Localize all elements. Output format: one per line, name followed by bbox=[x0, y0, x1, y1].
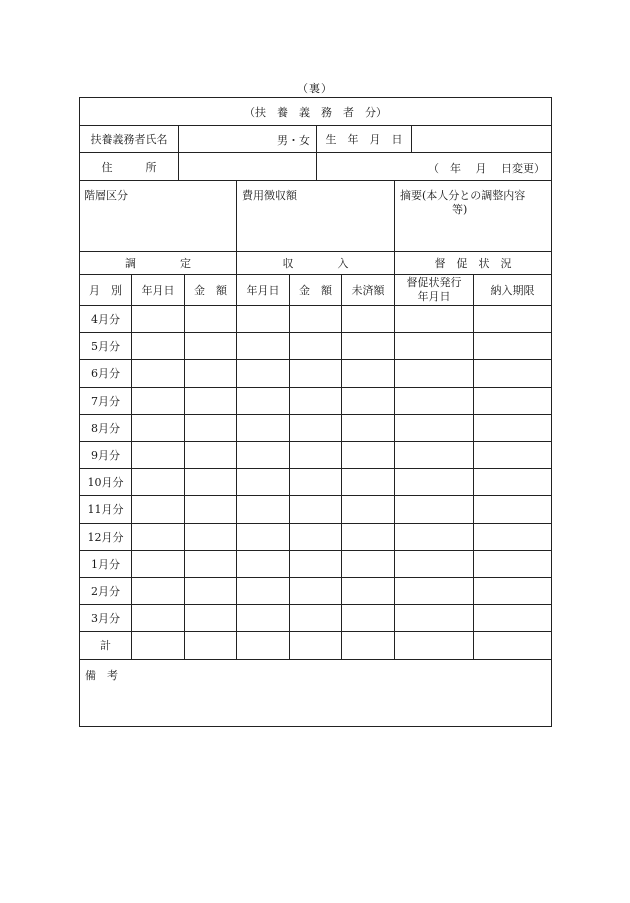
col-month-header bbox=[80, 275, 132, 305]
entry-cell[interactable] bbox=[290, 632, 342, 658]
entry-cell[interactable] bbox=[132, 578, 185, 604]
reminder-group-label: 督 促 状 況 bbox=[434, 257, 512, 270]
entry-cell[interactable] bbox=[474, 388, 551, 414]
col-date2-label: 年月日 bbox=[246, 284, 280, 297]
address-label-cell bbox=[80, 153, 179, 180]
entry-cell[interactable] bbox=[290, 551, 342, 577]
col-date1-label: 年月日 bbox=[141, 284, 175, 297]
entry-cell[interactable] bbox=[342, 442, 395, 468]
entry-cell[interactable] bbox=[474, 360, 551, 386]
entry-cell[interactable] bbox=[185, 632, 237, 658]
name-row bbox=[80, 126, 551, 153]
tier-label: 階層区分 bbox=[84, 189, 128, 202]
entry-cell[interactable] bbox=[185, 551, 237, 577]
entry-cell[interactable] bbox=[237, 388, 290, 414]
row-label-cell bbox=[80, 496, 132, 522]
entry-cell[interactable] bbox=[132, 469, 185, 495]
gender-select[interactable]: 男・女 bbox=[277, 134, 310, 147]
row-label: 12月分 bbox=[87, 530, 124, 544]
entry-cell[interactable] bbox=[342, 632, 395, 658]
row-label: 8月分 bbox=[91, 421, 120, 435]
row-label: 11月分 bbox=[87, 503, 124, 517]
fee-cell[interactable] bbox=[237, 181, 395, 251]
entry-cell[interactable] bbox=[237, 360, 290, 386]
entry-cell[interactable] bbox=[474, 632, 551, 658]
entry-cell[interactable] bbox=[290, 360, 342, 386]
entry-cell[interactable] bbox=[132, 551, 185, 577]
row-label-cell bbox=[80, 442, 132, 468]
entry-cell[interactable] bbox=[132, 524, 185, 550]
address-change-cell[interactable] bbox=[317, 153, 551, 180]
summary-cell[interactable] bbox=[395, 181, 551, 251]
entry-cell[interactable] bbox=[474, 551, 551, 577]
birth-date-field[interactable] bbox=[412, 126, 551, 152]
entry-cell[interactable] bbox=[290, 388, 342, 414]
row-label-cell bbox=[80, 333, 132, 359]
remarks-label: 備 考 bbox=[85, 669, 118, 682]
month-row bbox=[80, 524, 551, 551]
entry-cell[interactable] bbox=[342, 360, 395, 386]
entry-cell[interactable] bbox=[185, 578, 237, 604]
row-label: 3月分 bbox=[91, 612, 120, 626]
name-label: 扶養義務者氏名 bbox=[90, 133, 168, 146]
entry-cell[interactable] bbox=[395, 632, 474, 658]
entry-cell[interactable] bbox=[185, 388, 237, 414]
month-row bbox=[80, 388, 551, 415]
entry-cell[interactable] bbox=[290, 524, 342, 550]
month-row bbox=[80, 551, 551, 578]
entry-cell[interactable] bbox=[185, 442, 237, 468]
entry-cell[interactable] bbox=[395, 578, 474, 604]
col-amount2-header bbox=[290, 275, 342, 305]
section-title-row bbox=[80, 98, 551, 126]
entry-cell[interactable] bbox=[237, 469, 290, 495]
entry-cell[interactable] bbox=[185, 524, 237, 550]
income-group-label: 収 入 bbox=[282, 257, 349, 270]
income-group-header bbox=[237, 252, 395, 274]
row-label: 10月分 bbox=[87, 476, 124, 490]
month-row bbox=[80, 442, 551, 469]
month-row bbox=[80, 605, 551, 632]
row-label-cell bbox=[80, 360, 132, 386]
entry-cell[interactable] bbox=[474, 415, 551, 441]
col-date1-header bbox=[132, 275, 185, 305]
entry-cell[interactable] bbox=[474, 333, 551, 359]
entry-cell[interactable] bbox=[237, 333, 290, 359]
col-due-label: 納入期限 bbox=[490, 284, 535, 297]
entry-cell[interactable] bbox=[290, 442, 342, 468]
entry-cell[interactable] bbox=[474, 524, 551, 550]
entry-cell[interactable] bbox=[290, 469, 342, 495]
entry-cell[interactable] bbox=[342, 524, 395, 550]
address-label: 住 所 bbox=[101, 160, 157, 174]
month-row bbox=[80, 496, 551, 523]
section-title: （扶 養 義 務 者 分） bbox=[244, 105, 387, 119]
entry-cell[interactable] bbox=[342, 551, 395, 577]
entry-cell[interactable] bbox=[395, 442, 474, 468]
col-unpaid-label: 未済額 bbox=[351, 284, 385, 297]
row-label-cell bbox=[80, 578, 132, 604]
row-label-cell bbox=[80, 469, 132, 495]
entry-cell[interactable] bbox=[290, 333, 342, 359]
entry-cell[interactable] bbox=[185, 306, 237, 332]
row-label-cell bbox=[80, 388, 132, 414]
entry-cell[interactable] bbox=[395, 496, 474, 522]
entry-cell[interactable] bbox=[132, 496, 185, 522]
entry-cell[interactable] bbox=[237, 605, 290, 631]
col-due-header bbox=[474, 275, 551, 305]
entry-cell[interactable] bbox=[185, 469, 237, 495]
birth-label: 生 年 月 日 bbox=[325, 133, 403, 146]
entry-cell[interactable] bbox=[237, 632, 290, 658]
col-reminder-date-header bbox=[395, 275, 474, 305]
column-header-row bbox=[80, 275, 551, 306]
row-label-cell bbox=[80, 551, 132, 577]
info-row bbox=[80, 181, 551, 252]
row-label-cell bbox=[80, 306, 132, 332]
month-row bbox=[80, 333, 551, 360]
entry-cell[interactable] bbox=[185, 333, 237, 359]
entry-cell[interactable] bbox=[395, 306, 474, 332]
entry-cell[interactable] bbox=[395, 415, 474, 441]
guarantor-form bbox=[79, 97, 552, 727]
entry-cell[interactable] bbox=[342, 415, 395, 441]
entry-cell[interactable] bbox=[474, 578, 551, 604]
entry-cell[interactable] bbox=[342, 469, 395, 495]
entry-cell[interactable] bbox=[342, 306, 395, 332]
entry-cell[interactable] bbox=[342, 578, 395, 604]
tier-cell[interactable] bbox=[80, 181, 237, 251]
row-label: 5月分 bbox=[91, 340, 120, 354]
name-field[interactable] bbox=[179, 126, 317, 152]
month-row bbox=[80, 469, 551, 496]
name-label-cell bbox=[80, 126, 179, 152]
page-side-label: （裏） bbox=[297, 82, 333, 95]
row-label: 2月分 bbox=[91, 585, 120, 599]
col-date2-header bbox=[237, 275, 290, 305]
row-label: 9月分 bbox=[91, 449, 120, 463]
birth-label-cell bbox=[317, 126, 412, 152]
entry-cell[interactable] bbox=[132, 388, 185, 414]
entry-cell[interactable] bbox=[395, 333, 474, 359]
col-unpaid-header bbox=[342, 275, 395, 305]
entry-cell[interactable] bbox=[395, 524, 474, 550]
entry-cell[interactable] bbox=[342, 388, 395, 414]
entry-cell[interactable] bbox=[474, 496, 551, 522]
entry-cell[interactable] bbox=[185, 605, 237, 631]
entry-cell[interactable] bbox=[342, 605, 395, 631]
row-label: 7月分 bbox=[91, 394, 120, 408]
entry-cell[interactable] bbox=[474, 469, 551, 495]
entry-cell[interactable] bbox=[474, 442, 551, 468]
entry-cell[interactable] bbox=[395, 388, 474, 414]
entry-cell[interactable] bbox=[132, 360, 185, 386]
row-label: 6月分 bbox=[91, 367, 120, 381]
entry-cell[interactable] bbox=[474, 605, 551, 631]
fee-label: 費用徴収額 bbox=[242, 189, 297, 202]
entry-cell[interactable] bbox=[290, 415, 342, 441]
entry-cell[interactable] bbox=[185, 496, 237, 522]
col-reminder-date-label-2: 年月日 bbox=[417, 290, 451, 303]
month-row bbox=[80, 578, 551, 605]
summary-label: 摘要(本人分との調整内容 bbox=[400, 189, 526, 202]
group-header-row bbox=[80, 252, 551, 275]
month-row bbox=[80, 306, 551, 333]
entry-cell[interactable] bbox=[132, 306, 185, 332]
entry-cell[interactable] bbox=[395, 469, 474, 495]
entry-cell[interactable] bbox=[237, 415, 290, 441]
row-label-cell bbox=[80, 605, 132, 631]
row-label-cell bbox=[80, 415, 132, 441]
entry-cell[interactable] bbox=[342, 333, 395, 359]
entry-cell[interactable] bbox=[290, 578, 342, 604]
entry-cell[interactable] bbox=[395, 551, 474, 577]
col-amount1-header bbox=[185, 275, 237, 305]
reminder-group-header bbox=[395, 252, 551, 274]
entry-cell[interactable] bbox=[395, 360, 474, 386]
remarks-area[interactable] bbox=[80, 660, 551, 726]
entry-cell[interactable] bbox=[474, 306, 551, 332]
entry-cell[interactable] bbox=[237, 306, 290, 332]
col-month-label: 月 別 bbox=[89, 284, 122, 297]
entry-cell[interactable] bbox=[132, 442, 185, 468]
entry-cell[interactable] bbox=[237, 442, 290, 468]
assessment-group-label: 調 定 bbox=[125, 257, 191, 270]
entry-cell[interactable] bbox=[132, 632, 185, 658]
entry-cell[interactable] bbox=[290, 496, 342, 522]
col-amount2-label: 金 額 bbox=[299, 284, 332, 297]
entry-cell[interactable] bbox=[132, 333, 185, 359]
row-label: 計 bbox=[100, 639, 111, 653]
address-change-label: （ 年 月 日変更） bbox=[428, 162, 545, 175]
entry-cell[interactable] bbox=[185, 415, 237, 441]
row-label-cell bbox=[80, 524, 132, 550]
entry-cell[interactable] bbox=[395, 605, 474, 631]
month-row bbox=[80, 360, 551, 387]
entry-cell[interactable] bbox=[237, 496, 290, 522]
month-row bbox=[80, 415, 551, 442]
assessment-group-header bbox=[80, 252, 237, 274]
entry-cell[interactable] bbox=[237, 551, 290, 577]
address-field[interactable] bbox=[179, 153, 317, 180]
summary-label-2: 等) bbox=[452, 203, 468, 216]
row-label: 4月分 bbox=[91, 313, 120, 327]
row-label-cell bbox=[80, 632, 132, 658]
entry-cell[interactable] bbox=[237, 524, 290, 550]
entry-cell[interactable] bbox=[237, 578, 290, 604]
entry-cell[interactable] bbox=[132, 605, 185, 631]
col-amount1-label: 金 額 bbox=[194, 284, 227, 297]
entry-cell[interactable] bbox=[342, 496, 395, 522]
row-label: 1月分 bbox=[91, 557, 120, 571]
entry-cell[interactable] bbox=[290, 306, 342, 332]
entry-cell[interactable] bbox=[290, 605, 342, 631]
entry-cell[interactable] bbox=[132, 415, 185, 441]
col-reminder-date-label-1: 督促状発行 bbox=[406, 276, 462, 289]
address-row bbox=[80, 153, 551, 181]
total-row bbox=[80, 632, 551, 659]
entry-cell[interactable] bbox=[185, 360, 237, 386]
